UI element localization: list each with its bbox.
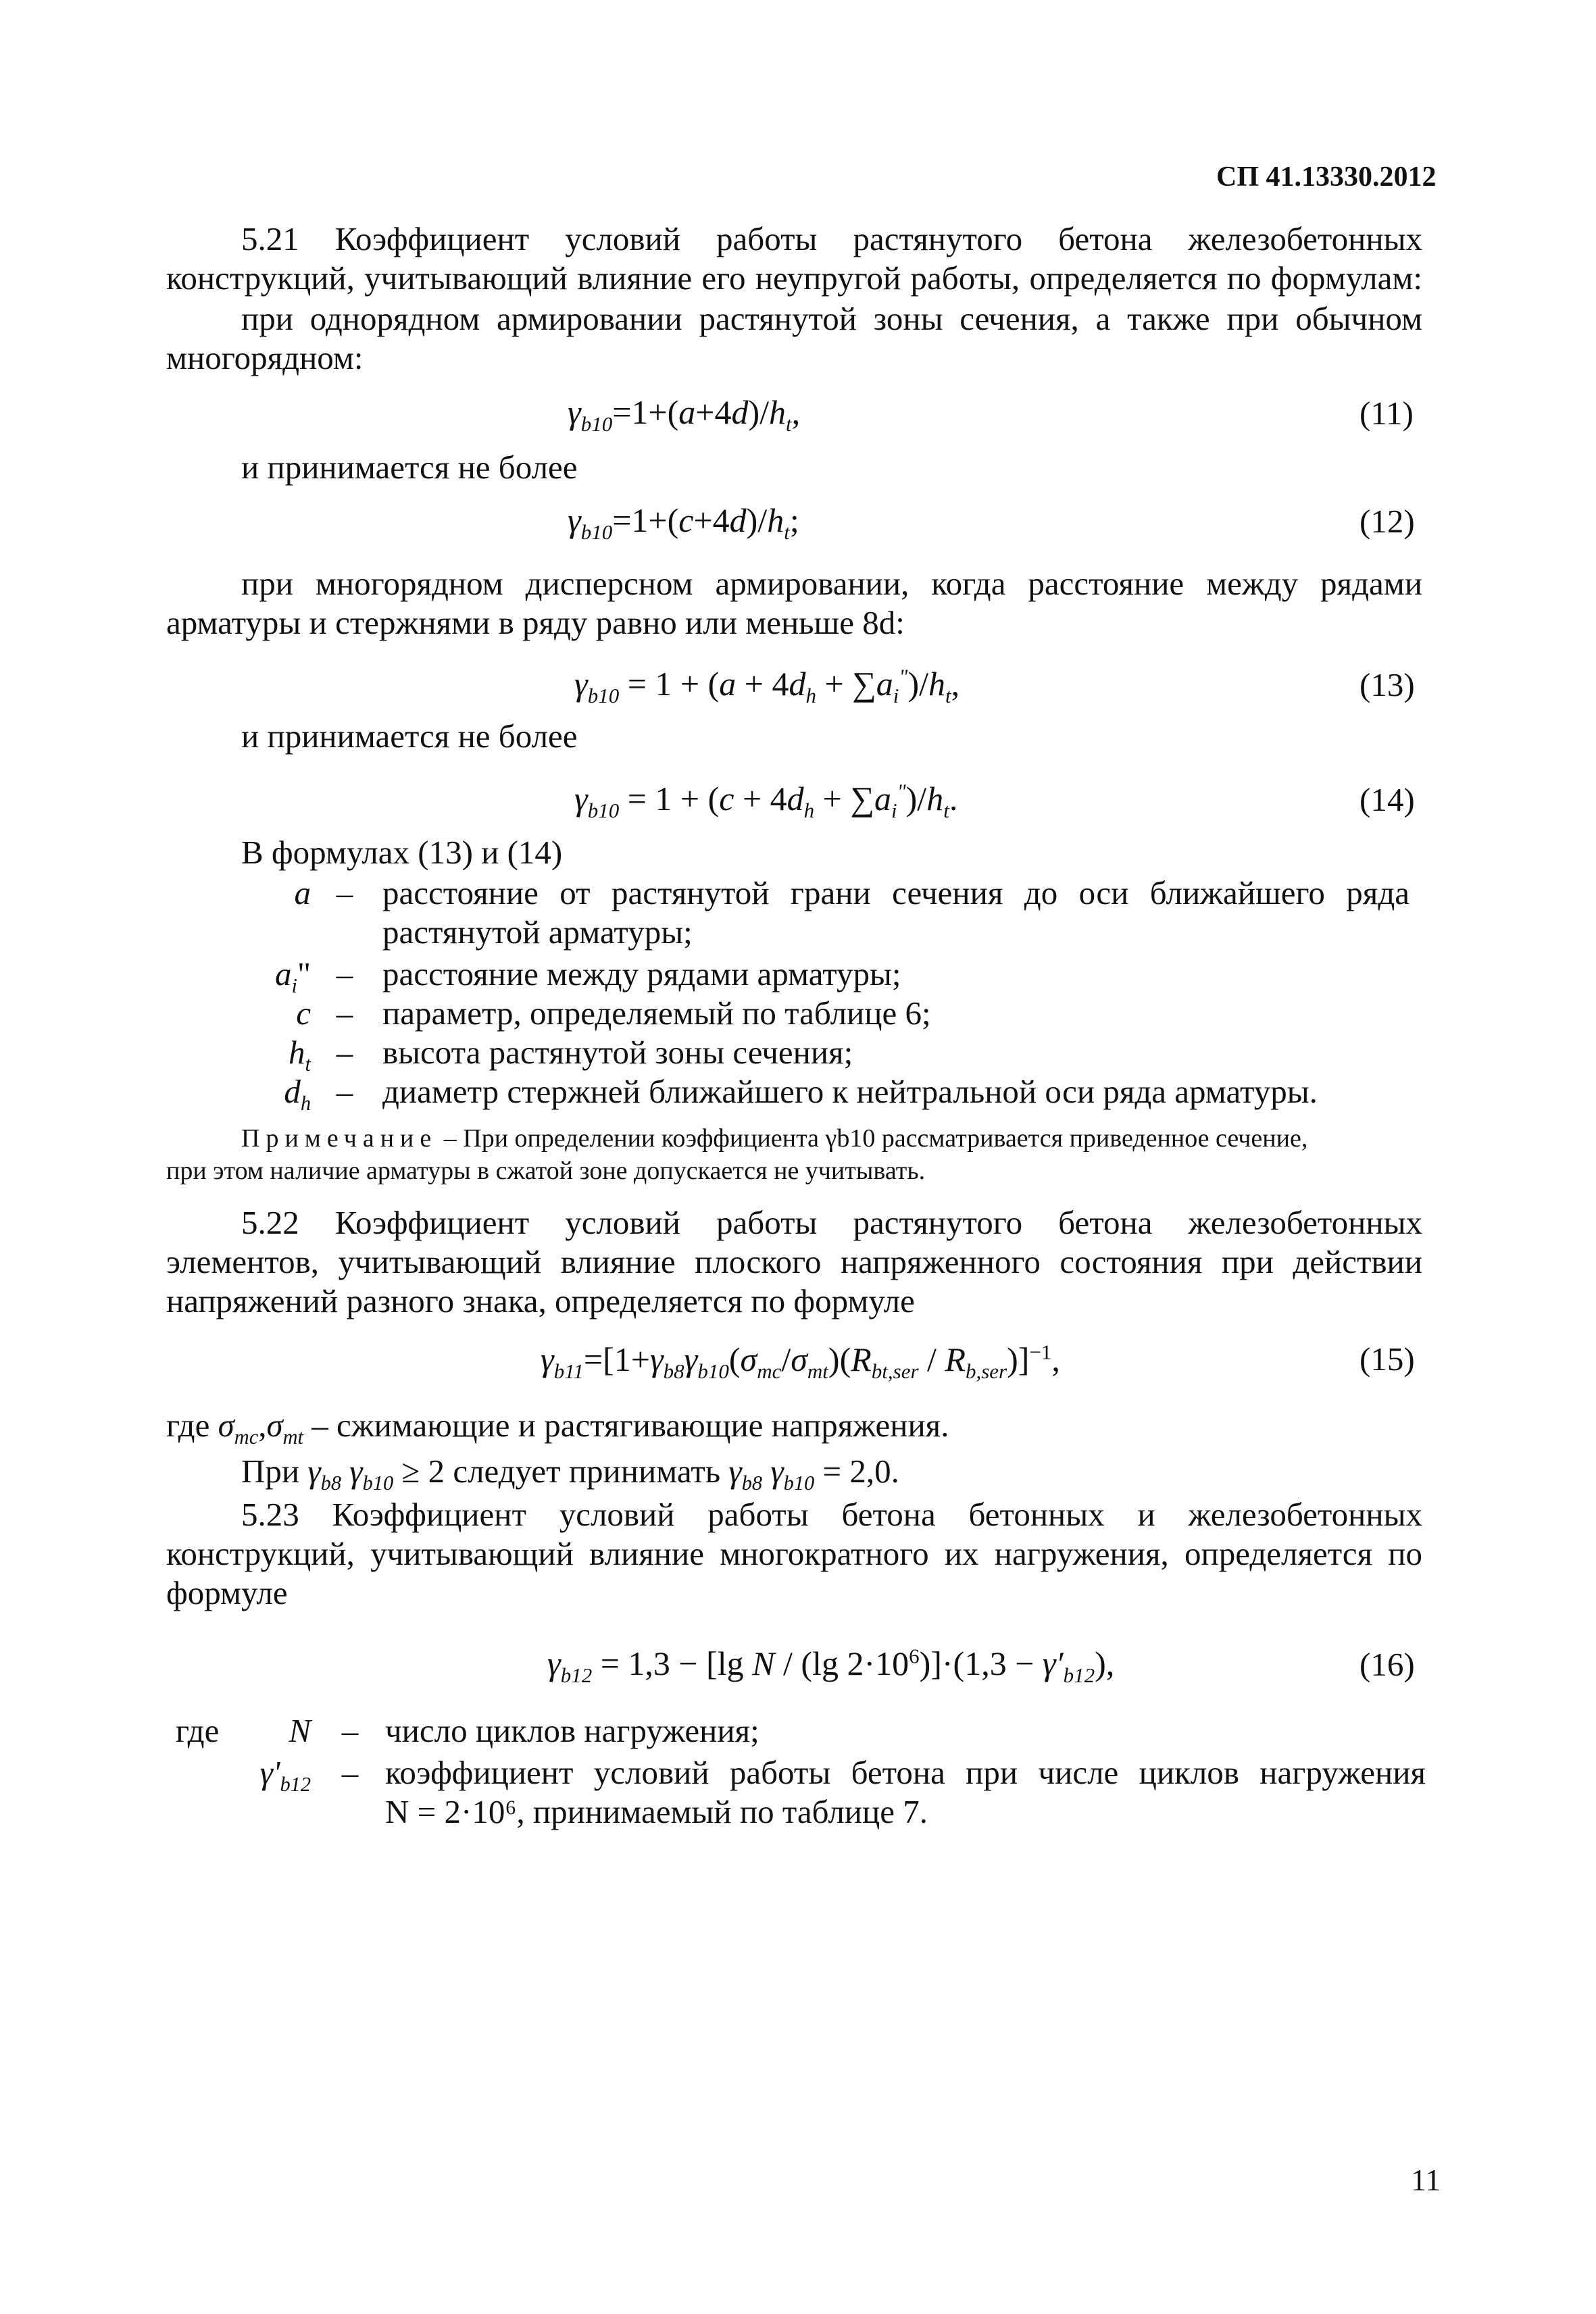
def-text-dh: диаметр стержней ближайшего к нейтральной оси ряда арматуры. (382, 1073, 1318, 1110)
where-label-2: где (176, 1712, 220, 1749)
not-more-label-2: и принимается не более (241, 718, 578, 755)
sigma-definition-text: – сжимающие и растягивающие напряжения. (303, 1407, 949, 1444)
equation-number-13: (13) (1360, 666, 1415, 703)
def-dash-ht: – (336, 1034, 353, 1071)
equation-number-11: (11) (1360, 395, 1414, 432)
s523-line1: 5.23 Коэффициент условий работы бетона бетонных и железобетонных (241, 1496, 1422, 1533)
def-dash-a: – (336, 874, 353, 911)
formula-12: $\gamma_{b10}=1+(c+4d)/h_t$; (568, 501, 799, 544)
doc-code: СП 41.13330.2012 (1216, 161, 1437, 193)
equation-number-16: (16) (1360, 1646, 1415, 1683)
note-line1: – При определении коэффициента γb10 рассматривается приведенное сечение, (437, 1124, 1308, 1153)
page-number: 11 (1411, 2163, 1441, 2197)
condition-end: = 2,0. (822, 1453, 899, 1490)
s521-p3-line1: при многорядном дисперсном армировании, когда расстояние между рядами (241, 565, 1422, 602)
def-dash-gamma-b12: – (341, 1754, 359, 1791)
not-more-label-1: и принимается не более (241, 449, 578, 486)
def-symbol-gamma-b12: $\gamma'_{b12}$ (259, 1754, 311, 1796)
formula-14: $\gamma_{b10} = 1 + (c + 4d_h + \sum a_i^")/h_t$. (574, 779, 958, 822)
def-text-c: параметр, определяемый по таблице 6; (382, 995, 931, 1032)
equation-number-15: (15) (1360, 1340, 1415, 1378)
s523-line2: конструкций, учитывающий влияние многократного их нагружения, определяется по (166, 1535, 1422, 1572)
def-symbol-ht: $h_t$ (289, 1034, 311, 1076)
condition-line: При $\gamma_{b8}$ $\gamma_{b10} \ge 2$ следует принимать $\gamma_{b8}$ $\gamma_{b10} = 2,0$. (241, 1453, 899, 1494)
def-text-ht: высота растянутой зоны сечения; (382, 1034, 853, 1071)
def-dash-c: – (336, 995, 353, 1032)
s522-line3: напряжений разного знака, определяется по формуле (166, 1282, 915, 1319)
where-label: где (166, 1407, 210, 1444)
formula-15: $\gamma_{b11}=[1+\gamma_{b8}\gamma_{b10}(\sigma_{mc}/\sigma_{mt})(R_{bt,ser} / R_{b,ser})]^{-1}$, (541, 1340, 1060, 1383)
equation-number-12: (12) (1360, 503, 1415, 540)
formula-13: $\gamma_{b10} = 1 + (a + 4d_h + \sum a_i^")/h_t$, (574, 664, 960, 707)
note (241, 1122, 1424, 1155)
s522-line2: элементов, учитывающий влияние плоского напряженного состояния при действии (166, 1243, 1422, 1280)
def-text-a-2: растянутой арматуры; (382, 913, 693, 951)
s521-line1: 5.21 Коэффициент условий работы растянутого бетона железобетонных (241, 220, 1422, 257)
note-label: Примечание (241, 1124, 438, 1153)
def-symbol-c: c (296, 995, 311, 1032)
equation-number-14: (14) (1360, 781, 1415, 818)
def-text-N: число циклов нагружения; (385, 1712, 759, 1749)
condition-mid: ≥ 2 следует принимать (401, 1453, 721, 1490)
s521-p3-line2: арматуры и стержнями в ряду равно или меньше 8d: (166, 604, 905, 641)
s521-line2: конструкций, учитывающий влияние его неупругой работы, определяется по формулам: (166, 259, 1422, 297)
def-text-gamma-b12-2: N = 2·10⁶, принимаемый по таблице 7. (385, 1793, 928, 1830)
def-text-gamma-b12-1: коэффициент условий работы бетона при числе циклов нагружения (385, 1754, 1426, 1791)
def-dash-N: – (341, 1712, 359, 1749)
def-text-a-1: расстояние от растянутой грани сечения до оси ближайшего ряда (382, 874, 1410, 911)
def-symbol-ai: $a_i$" (275, 955, 311, 997)
s522-line1: 5.22 Коэффициент условий работы растянутого бетона железобетонных (241, 1204, 1422, 1241)
in-formulas-label: В формулах (13) и (14) (241, 834, 563, 871)
def-dash-ai: – (336, 955, 353, 992)
sigma-definition: где $\sigma_{mc},\sigma_{mt}$ – сжимающие и растягивающие напряжения. (166, 1407, 949, 1449)
formula-11: $\gamma_{b10}=1+(a+4d)/h_t$, (568, 393, 801, 436)
def-symbol-N: N (289, 1712, 311, 1749)
s523-line3: формуле (166, 1574, 288, 1611)
def-symbol-dh: $d_h$ (284, 1073, 311, 1115)
s521-p2-line1: при однорядном армировании растянутой зоны сечения, а также при обычном (241, 300, 1422, 337)
def-text-ai: расстояние между рядами арматуры; (382, 955, 901, 992)
s521-p2-line2: многорядном: (166, 339, 364, 376)
condition-prefix: При (241, 1453, 300, 1490)
def-dash-dh: – (336, 1073, 353, 1110)
formula-16: $\gamma_{b12} = 1,3 - [\lg$ N / (lg $2\cdot 10^6)]\cdot(1,3 - \gamma'_{b12})$, (547, 1644, 1115, 1687)
note-line2: при этом наличие арматуры в сжатой зоне допускается не учитывать. (166, 1157, 926, 1185)
def-symbol-a: a (294, 874, 311, 911)
